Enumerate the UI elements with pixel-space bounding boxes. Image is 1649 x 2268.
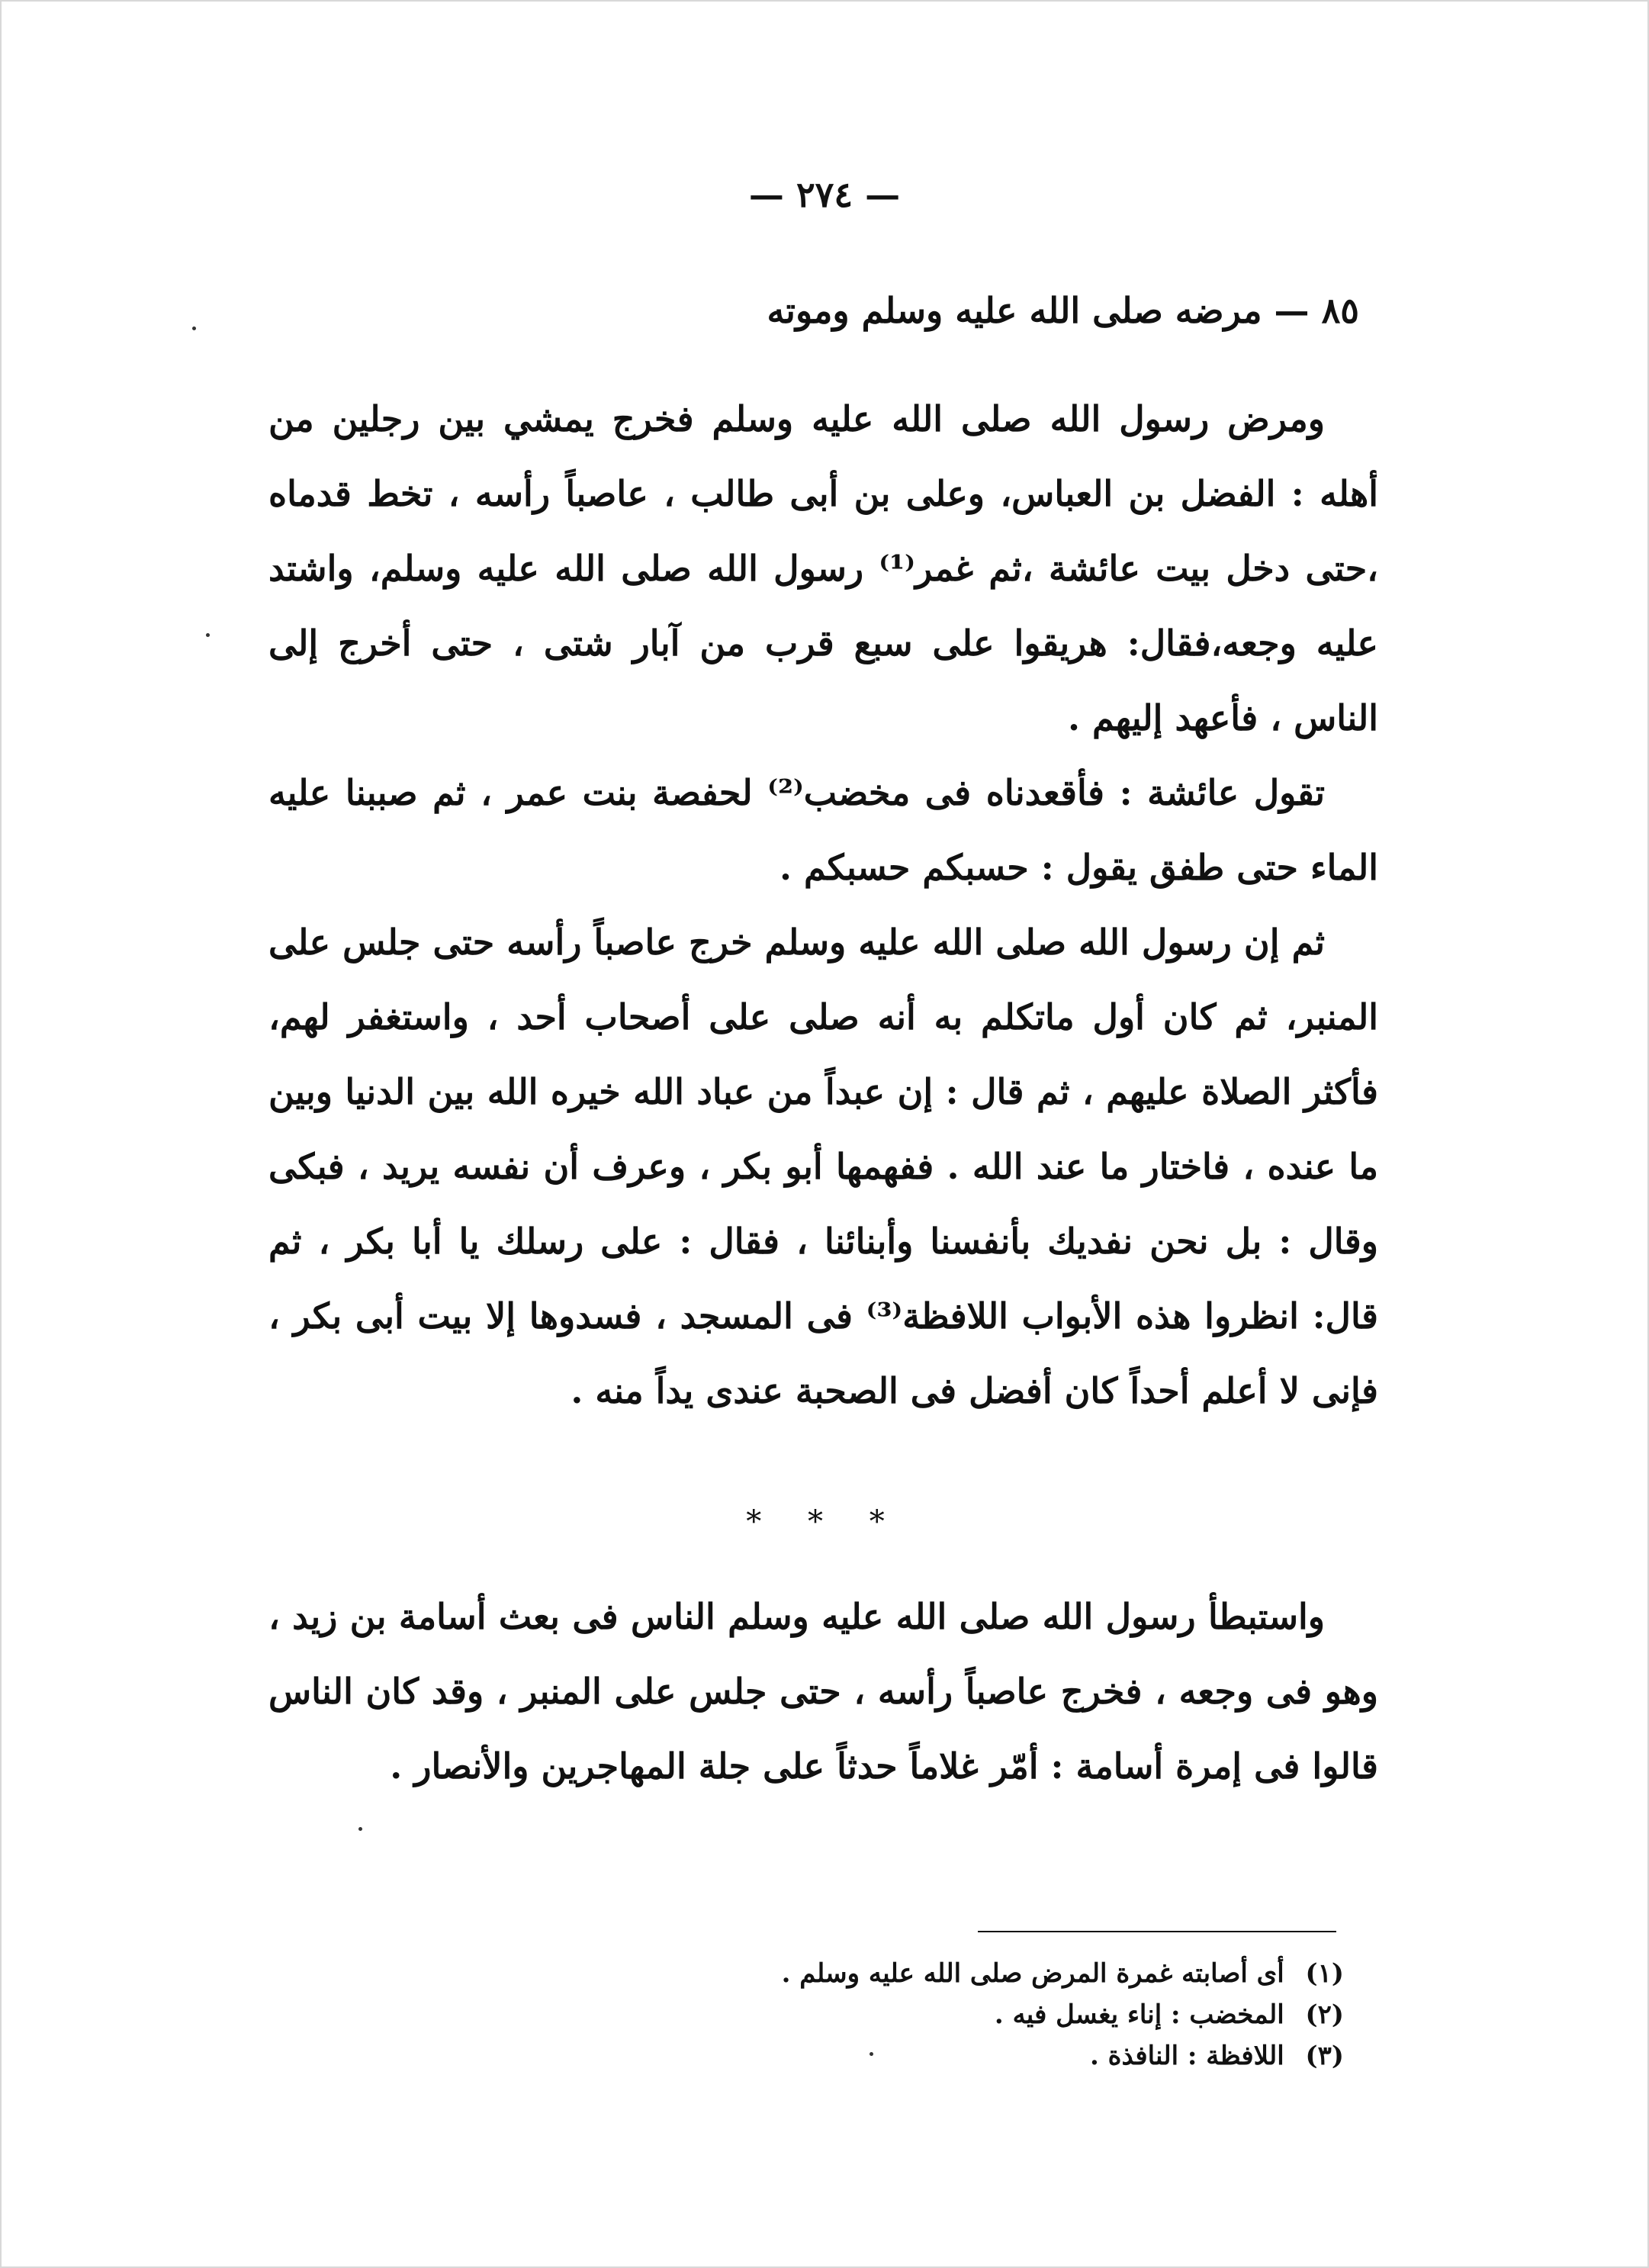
footnote — [581, 1953, 1344, 1994]
footnote-number: (١) — [1305, 1958, 1344, 1989]
main-text — [268, 381, 1378, 1428]
page-number: — ٢٧٤ — — [748, 174, 901, 215]
paragraph: تقول عائشة : فأقعدناه فى مخضب⁽²⁾ لحفصة بنت عمر ، ثم صببنا عليه الماء حتى طفق يقول : حسبكم حسبكم . — [268, 772, 1378, 888]
footnote-text: أى أصابته غمرة المرض صلى الله عليه وسلم . — [781, 1958, 1284, 1989]
scan-speck — [358, 1827, 362, 1831]
scan-speck — [192, 327, 196, 330]
footnote-divider — [978, 1931, 1336, 1932]
footnote-text: المخضب : إناء يغسل فيه . — [994, 1999, 1284, 2030]
scan-speck — [870, 2052, 873, 2056]
paragraph: ومرض رسول الله صلى الله عليه وسلم فخرج يمشي بين رجلين من أهله : الفضل بن العباس، وعلى بن أبى طالب ، عاصباً رأسه ، تخط قدماه ،حتى دخل بيت عائشة ،ثم غمر⁽¹⁾ رسول الله صلى الله عليه وسلم، واشتد عليه وجعه،فقال: هريقوا على سبع قرب من آبار شتى ، حتى أخرج إلى الناس ، فأعهد إليهم . — [268, 398, 1378, 738]
footnote-text: اللافظة : النافذة . — [1090, 2041, 1284, 2071]
footnotes — [581, 1953, 1344, 2077]
paragraph: واستبطأ رسول الله صلى الله عليه وسلم الناس فى بعث أسامة بن زيد ، وهو فى وجعه ، فخرج عاصباً رأسه ، حتى جلس على المنبر ، وقد كان الناس قالوا فى إمرة أسامة : أمّر غلاماً حدثاً على جلة المهاجرين والأنصار . — [268, 1596, 1378, 1787]
footnote — [581, 2035, 1344, 2077]
main-text-continued — [268, 1579, 1378, 1803]
chapter-title: ٨٥ — مرضه صلى الله عليه وسلم وموته — [767, 290, 1359, 331]
footnote-number: (٢) — [1305, 1999, 1344, 2030]
footnote — [581, 1994, 1344, 2035]
scan-speck — [206, 633, 210, 637]
footnote-number: (٣) — [1305, 2041, 1344, 2071]
section-separator: * * * — [746, 1504, 903, 1539]
paragraph: ثم إن رسول الله صلى الله عليه وسلم خرج عاصباً رأسه حتى جلس على المنبر، ثم كان أول ماتكلم به أنه صلى على أصحاب أحد ، واستغفر لهم، فأكثر الصلاة عليهم ، ثم قال : إن عبداً من عباد الله خيره الله بين الدنيا وبين ما عنده ، فاختار ما عند الله . ففهمها أبو بكر ، وعرف أن نفسه يريد ، فبكى وقال : بل نحن نفديك بأنفسنا وأبنائنا ، فقال : على رسلك يا أبا بكر ، ثم قال: انظروا هذه الأبواب اللافظة⁽³⁾ فى المسجد ، فسدوها إلا بيت أبى بكر ، فإنى لا أعلم أحداً كان أفضل فى الصحبة عندى يداً منه . — [268, 922, 1378, 1411]
